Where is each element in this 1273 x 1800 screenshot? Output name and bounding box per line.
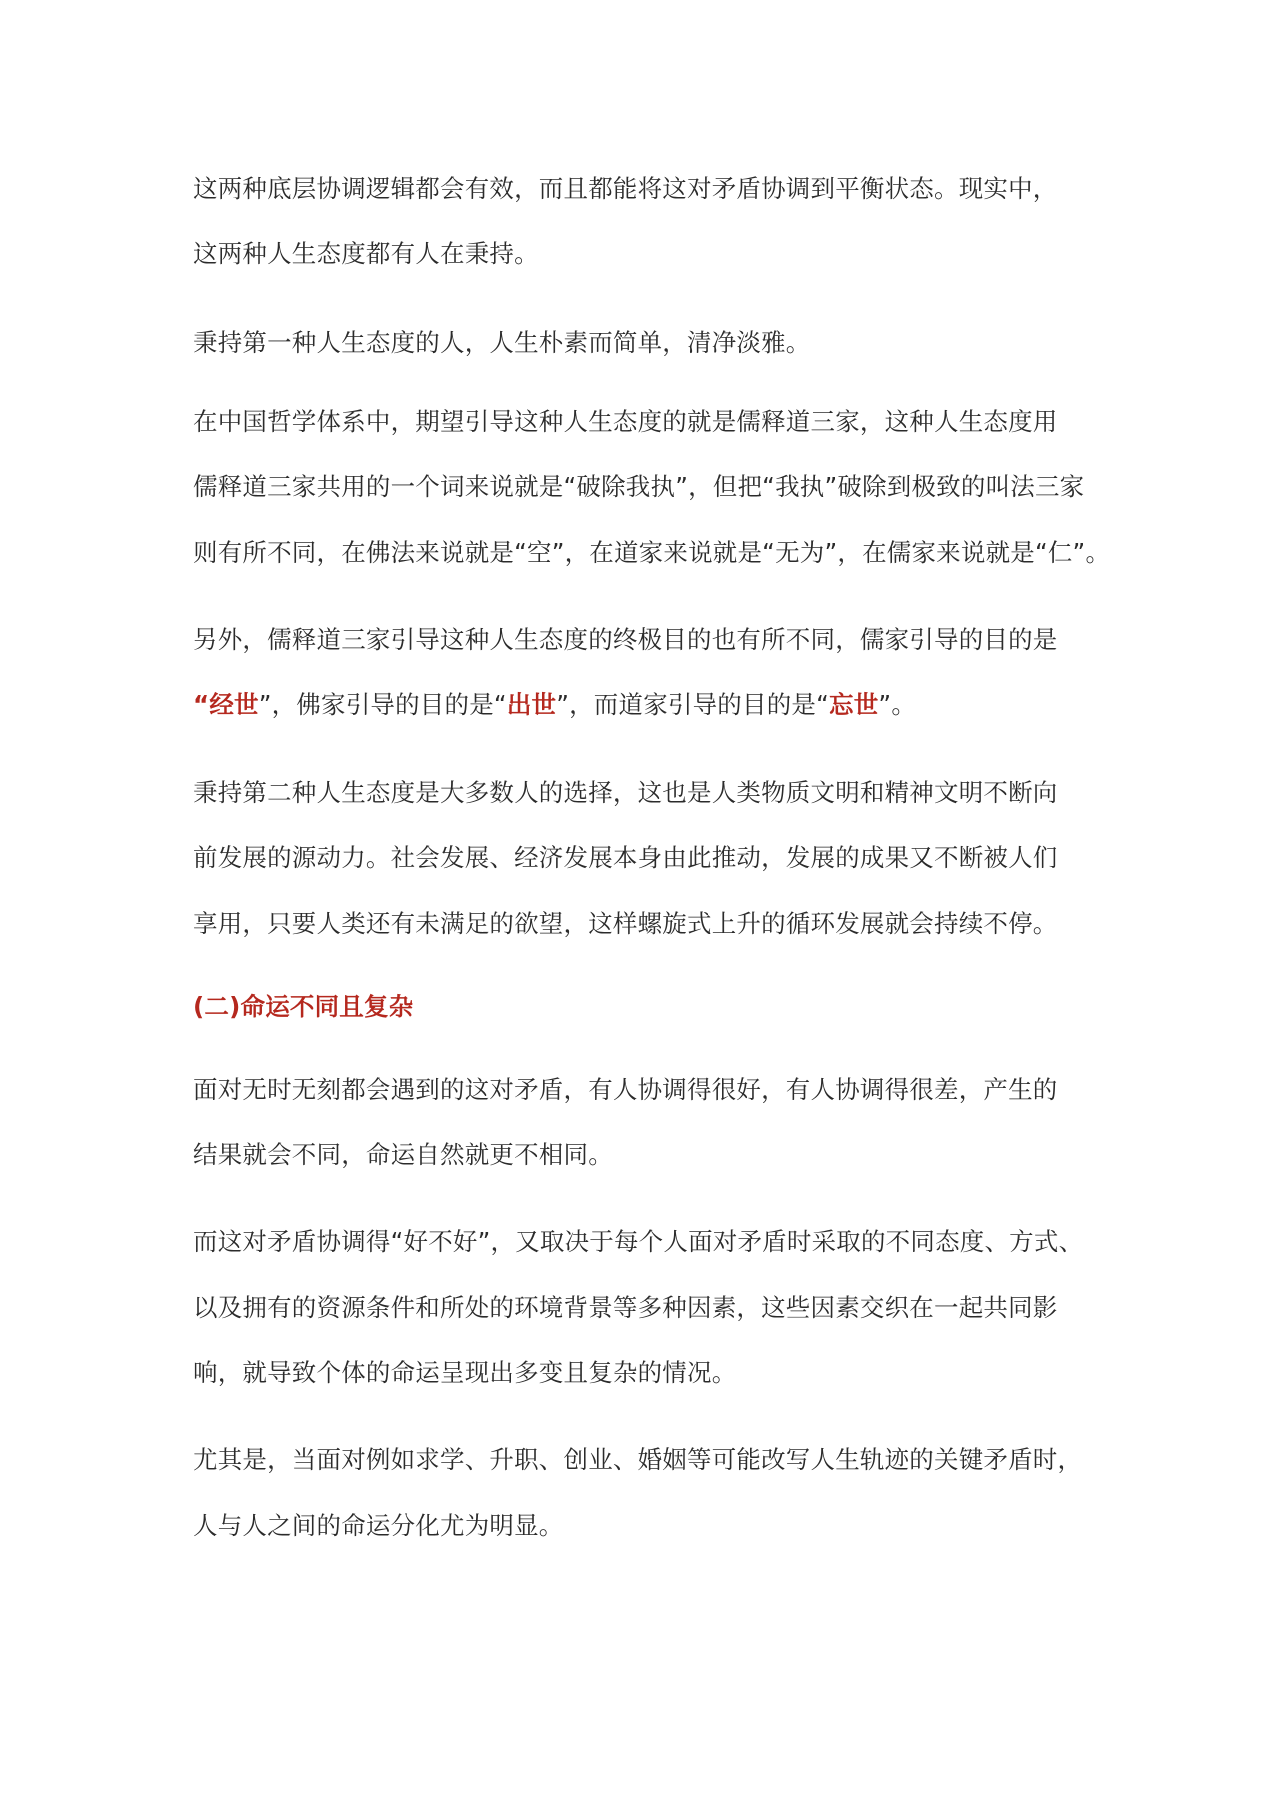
text-segment: ”，佛家引导的目的是“ [258,690,507,719]
quote-open: “ [193,690,210,719]
term-jingshi: 经世 [209,690,259,719]
term-chushi: 出世 [506,690,557,719]
paragraph-7-line-3: 响，就导致个体的命运呈现出多变且复杂的情况。 [193,1358,737,1387]
paragraph-2-line-1: 秉持第一种人生态度的人，人生朴素而简单，清净淡雅。 [193,328,811,357]
section-heading: (二)命运不同且复杂 [193,992,414,1021]
paragraph-8-line-1: 尤其是，当面对例如求学、升职、创业、婚姻等可能改写人生轨迹的关键矛盾时， [193,1445,1083,1474]
paragraph-3-line-2: 儒释道三家共用的一个词来说就是“破除我执”，但把“我执”破除到极致的叫法三家 [193,472,1085,501]
paragraph-1-line-1: 这两种底层协调逻辑都会有效，而且都能将这对矛盾协调到平衡状态。现实中， [193,174,1058,203]
paragraph-5-line-3: 享用，只要人类还有未满足的欲望，这样螺旋式上升的循环发展就会持续不停。 [193,909,1058,938]
paragraph-5-line-1: 秉持第二种人生态度是大多数人的选择，这也是人类物质文明和精神文明不断向 [193,778,1058,807]
text-segment: ”，而道家引导的目的是“ [556,690,830,719]
paragraph-3-line-1: 在中国哲学体系中，期望引导这种人生态度的就是儒释道三家，这种人生态度用 [193,407,1058,436]
paragraph-8-line-2: 人与人之间的命运分化尤为明显。 [193,1511,564,1540]
paragraph-4-line-1: 另外，儒释道三家引导这种人生态度的终极目的也有所不同，儒家引导的目的是 [193,625,1058,654]
paragraph-7-line-1: 而这对矛盾协调得“好不好”，又取决于每个人面对矛盾时采取的不同态度、方式、 [193,1227,1084,1256]
text-segment: ”。 [878,690,917,719]
paragraph-1-line-2: 这两种人生态度都有人在秉持。 [193,239,539,268]
paragraph-7-line-2: 以及拥有的资源条件和所处的环境背景等多种因素，这些因素交织在一起共同影 [193,1293,1058,1322]
paragraph-5-line-2: 前发展的源动力。社会发展、经济发展本身由此推动，发展的成果又不断被人们 [193,843,1058,872]
paragraph-6-line-1: 面对无时无刻都会遇到的这对矛盾，有人协调得很好，有人协调得很差，产生的 [193,1075,1058,1104]
paragraph-6-line-2: 结果就会不同，命运自然就更不相同。 [193,1140,613,1169]
paragraph-4-line-2 [193,688,1093,722]
paragraph-3-line-3: 则有所不同，在佛法来说就是“空”，在道家来说就是“无为”，在儒家来说就是“仁”。 [193,538,1111,567]
term-wangshi: 忘世 [829,690,879,719]
